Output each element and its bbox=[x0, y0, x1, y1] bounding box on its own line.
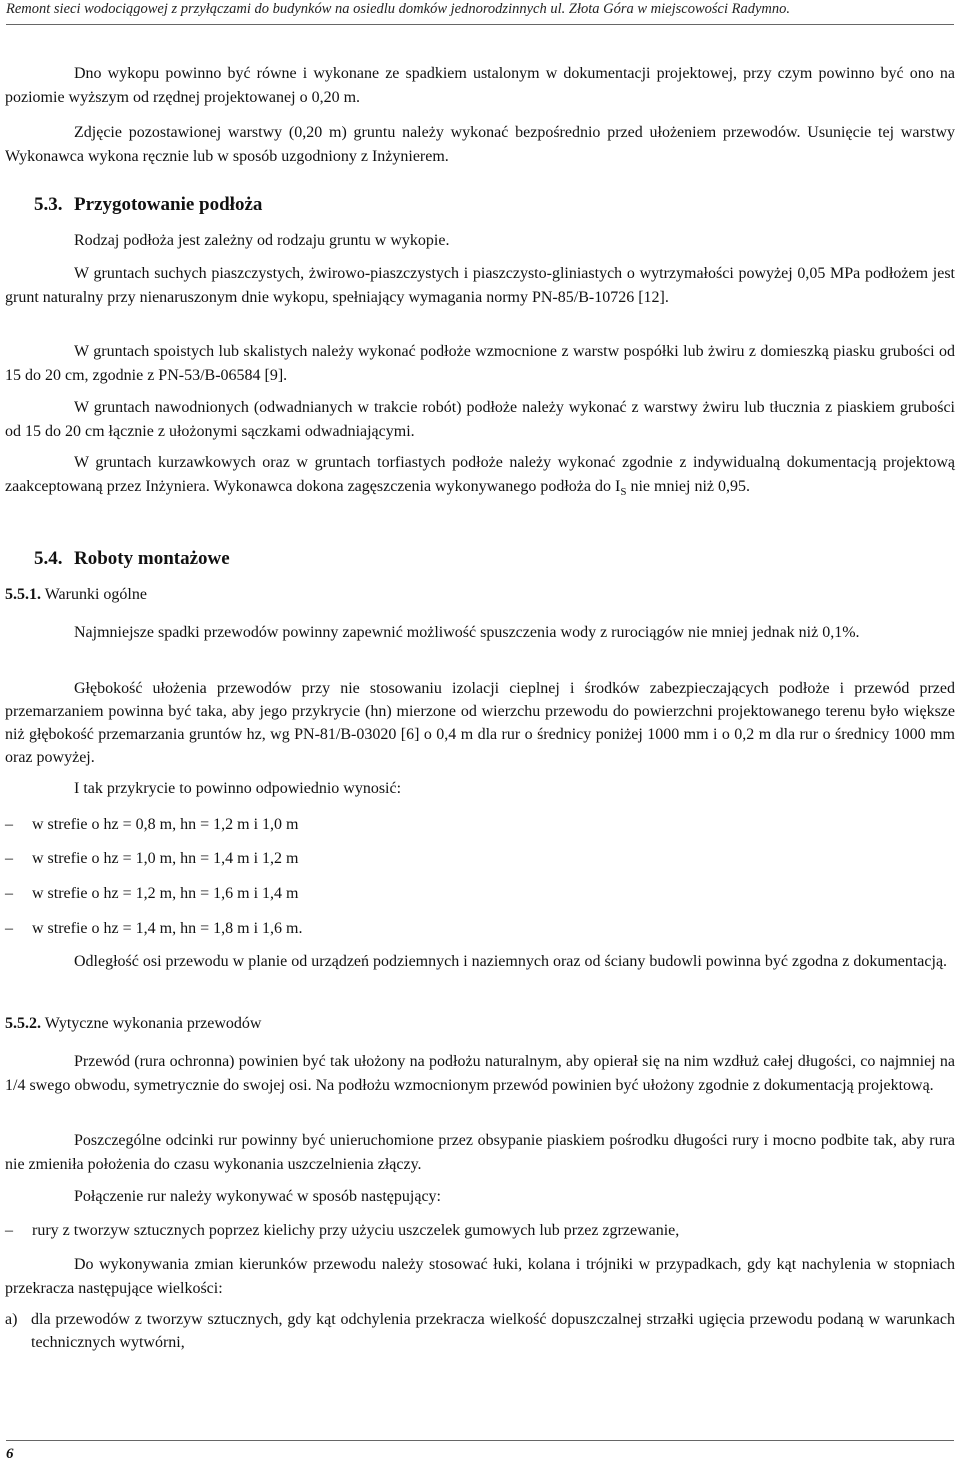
list-item-zone-2 bbox=[5, 848, 955, 870]
paragraph-cohesive-soils: W gruntach spoistych lub skalistych należy wykonać podłoże wzmocnione z warstw pospółki lub żwiru z domieszką piasku grubości od 15 do 20 cm, zgodnie z PN-53/B-06584 [9]. bbox=[5, 343, 955, 384]
section-number: 5.3. bbox=[34, 194, 63, 215]
header-rule bbox=[6, 24, 954, 25]
joint-text: rury z tworzyw sztucznych poprzez kielichy przy użyciu uszczelek gumowych lub przez zgrzewanie, bbox=[32, 1222, 680, 1239]
dash-marker: – bbox=[5, 885, 13, 902]
section-heading-5-5-1 bbox=[5, 584, 147, 606]
page-number: 6 bbox=[6, 1446, 14, 1462]
paragraph-pipe-bedding: Przewód (rura ochronna) powinien być tak ułożony na podłożu naturalnym, aby opierał się na nim wzdłuż całej długości, co najmniej na 1/4 swego obwodu, symetrycznie do swojej osi. Na podłożu wzmocnionym przewód powinien być ułożony zgodnie z dokumentacją projektową. bbox=[5, 1053, 955, 1094]
section-title: Warunki ogólne bbox=[44, 586, 147, 603]
list-item-zone-4 bbox=[5, 918, 955, 940]
paragraph-axis-distance: Odległość osi przewodu w planie od urządzeń podziemnych i naziemnych oraz od ściany budowli powinna być zgodna z dokumentacją. bbox=[74, 953, 948, 970]
section-heading-5-5-2 bbox=[5, 1013, 261, 1035]
zone-text: w strefie o hz = 1,0 m, hn = 1,4 m i 1,2 m bbox=[32, 850, 299, 867]
peat-text-b: nie mniej niż 0,95. bbox=[626, 477, 750, 495]
item-label: a) bbox=[5, 1311, 18, 1328]
dash-marker: – bbox=[5, 816, 13, 833]
peat-text-a: W gruntach kurzawkowych oraz w gruntach torfiastych podłoże należy wykonać zgodnie z indywidualną dokumentacją projektową zaakceptowaną przez Inżyniera. Wykonawca dokona zagęszczenia wykonywanego podłoża do I bbox=[5, 454, 955, 495]
footer-rule bbox=[6, 1440, 954, 1441]
list-item-zone-3 bbox=[5, 883, 955, 905]
paragraph-pipe-sections: Poszczególne odcinki rur powinny być unieruchomione przez obsypanie piaskiem pośrodku długości rury i mocno podbite tak, aby rura nie zmieniła położenia do czasu wykonania uszczelnienia złączy. bbox=[5, 1132, 955, 1173]
paragraph-trench-bottom: Dno wykopu powinno być równe i wykonane ze spadkiem ustalonym w dokumentacji projektowej, przy czym powinno być ono na poziomie wyższym od rzędnej projektowanej o 0,20 m. bbox=[5, 65, 955, 106]
paragraph-subgrade-intro: Rodzaj podłoża jest zależny od rodzaju gruntu w wykopie. bbox=[74, 232, 450, 249]
zone-text: w strefie o hz = 1,2 m, hn = 1,6 m i 1,4 m bbox=[32, 885, 299, 902]
paragraph-watered-soils: W gruntach nawodnionych (odwadnianych w trakcie robót) podłoże należy wykonać z warstwy żwiru lub tłucznia z piaskiem grubości od 15 do 20 cm łącznie z ułożonymi sączkami odwadniającymi. bbox=[5, 399, 955, 440]
list-item-joint bbox=[5, 1220, 955, 1242]
section-number: 5.5.1. bbox=[5, 586, 41, 603]
zone-text: w strefie o hz = 1,4 m, hn = 1,8 m i 1,6 m. bbox=[32, 920, 303, 937]
section-number: 5.5.2. bbox=[5, 1015, 41, 1032]
peat-subscript: S bbox=[620, 485, 627, 498]
zone-text: w strefie o hz = 0,8 m, hn = 1,2 m i 1,0 m bbox=[32, 816, 299, 833]
item-text: dla przewodów z tworzyw sztucznych, gdy kąt odchylenia przekracza wielkość dopuszczalnej strzałki ugięcia przewodu podaną w warunkach technicznych wytwórni, bbox=[31, 1311, 955, 1351]
paragraph-peat-soils bbox=[5, 451, 955, 504]
section-heading-5-4 bbox=[34, 547, 230, 571]
section-number: 5.4. bbox=[34, 548, 63, 569]
paragraph-dry-soils: W gruntach suchych piaszczystych, żwirowo-piaszczystych i piaszczysto-gliniastych o wytrzymałości powyżej 0,05 MPa podłożem jest grunt naturalny przy nienaruszonym dnie wykopu, spełniający wymagania normy PN-85/B-10726 [12]. bbox=[5, 265, 955, 306]
section-heading-5-3 bbox=[34, 193, 262, 217]
section-title: Wytyczne wykonania przewodów bbox=[44, 1015, 262, 1032]
section-title: Przygotowanie podłoża bbox=[74, 194, 263, 215]
paragraph-direction-changes: Do wykonywania zmian kierunków przewodu należy stosować łuki, kolana i trójniki w przypadkach, gdy kąt nachylenia w stopniach przekracza następujące wielkości: bbox=[5, 1256, 955, 1297]
list-item-a bbox=[5, 1309, 955, 1354]
paragraph-layer-removal: Zdjęcie pozostawionej warstwy (0,20 m) gruntu należy wykonać bezpośrednio przed ułożeniem przewodów. Usunięcie tej warstwy Wykonawca wykona ręcznie lub w sposób uzgodniony z Inżynierem. bbox=[5, 124, 955, 165]
section-title: Roboty montażowe bbox=[74, 548, 230, 569]
dash-marker: – bbox=[5, 850, 13, 867]
paragraph-cover-intro: I tak przykrycie to powinno odpowiednio wynosić: bbox=[74, 780, 402, 797]
paragraph-laying-depth: Głębokość ułożenia przewodów przy nie stosowaniu izolacji cieplnej i środków zabezpieczających podłoże i przewód przed przemarzaniem powinna być taka, aby jego przykrycie (hn) mierzone od wierzchu przewodu do powierzchni projektowanego terenu było większe niż głębokość przemarzania gruntów hz, wg PN-81/B-03020 [6] o 0,4 m dla rur o średnicy poniżej 1000 mm i o 0,2 m dla rur o średnicy 1000 mm oraz powyżej. bbox=[5, 680, 955, 766]
list-item-zone-1 bbox=[5, 814, 955, 836]
running-header: Remont sieci wodociągowej z przyłączami do budynków na osiedlu domków jednorodzinnych ul. Złota Góra w miejscowości Radymno. bbox=[6, 1, 790, 17]
paragraph-min-slopes: Najmniejsze spadki przewodów powinny zapewnić możliwość spuszczenia wody z rurociągów nie mniej jednak niż 0,1%. bbox=[74, 624, 860, 641]
dash-marker: – bbox=[5, 1222, 13, 1239]
paragraph-joint-intro: Połączenie rur należy wykonywać w sposób następujący: bbox=[74, 1188, 441, 1205]
dash-marker: – bbox=[5, 920, 13, 937]
